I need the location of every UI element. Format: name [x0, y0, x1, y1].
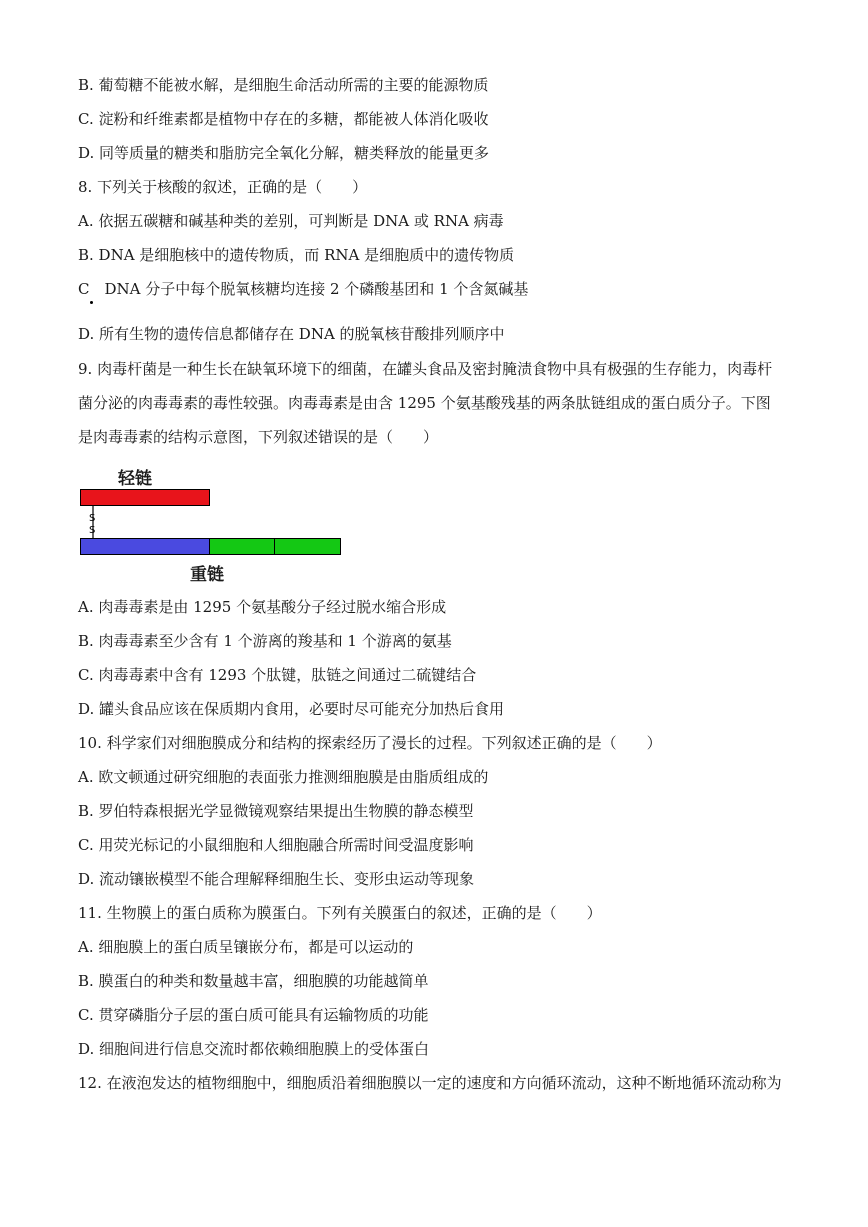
q8-option-d: D. 所有生物的遗传信息都储存在 DNA 的脱氧核苷酸排列顺序中	[78, 325, 505, 343]
heavy-chain-bar-segment-1	[80, 538, 211, 555]
disulfide-bond-icon	[86, 506, 100, 540]
light-chain-bar	[80, 489, 210, 506]
q9-option-a: A. 肉毒毒素是由 1295 个氨基酸分子经过脱水缩合形成	[78, 598, 447, 616]
q10-option-b: B. 罗伯特森根据光学显微镜观察结果提出生物膜的静态模型	[78, 802, 474, 820]
svg-text:S: S	[89, 525, 96, 536]
q7-option-c: C. 淀粉和纤维素都是植物中存在的多糖，都能被人体消化吸收	[78, 110, 489, 128]
q8-option-c: C DNA 分子中每个脱氧核糖均连接 2 个磷酸基团和 1 个含氮碱基	[78, 280, 529, 298]
heavy-chain-bar-segment-2	[209, 538, 276, 555]
light-chain-label: 轻链	[118, 469, 152, 489]
q8-option-a: A. 依据五碳糖和碱基种类的差别，可判断是 DNA 或 RNA 病毒	[78, 212, 504, 230]
q11-option-c: C. 贯穿磷脂分子层的蛋白质可能具有运输物质的功能	[78, 1006, 429, 1024]
q10-option-a: A. 欧文顿通过研究细胞的表面张力推测细胞膜是由脂质组成的	[78, 768, 489, 786]
q7-option-b: B. 葡萄糖不能被水解，是细胞生命活动所需的主要的能源物质	[78, 76, 489, 94]
q10-option-d: D. 流动镶嵌模型不能合理解释细胞生长、变形虫运动等现象	[78, 870, 475, 888]
q11-option-a: A. 细胞膜上的蛋白质呈镶嵌分布，都是可以运动的	[78, 938, 414, 956]
stray-dot	[90, 301, 93, 304]
q8-stem: 8. 下列关于核酸的叙述，正确的是（ ）	[78, 178, 368, 196]
q12-stem: 12. 在液泡发达的植物细胞中，细胞质沿着细胞膜以一定的速度和方向循环流动，这种不断地循环流动称为	[78, 1074, 782, 1092]
botulinum-toxin-diagram	[78, 462, 358, 587]
q10-stem: 10. 科学家们对细胞膜成分和结构的探索经历了漫长的过程。下列叙述正确的是（ ）	[78, 734, 662, 752]
q11-stem: 11. 生物膜上的蛋白质称为膜蛋白。下列有关膜蛋白的叙述，正确的是（ ）	[78, 904, 602, 922]
q9-option-c: C. 肉毒毒素中含有 1293 个肽键，肽链之间通过二硫键结合	[78, 666, 477, 684]
q9-stem-line1: 9. 肉毒杆菌是一种生长在缺氧环境下的细菌，在罐头食品及密封腌渍食物中具有极强的生存能力，肉毒杆	[78, 360, 773, 378]
q10-option-c: C. 用荧光标记的小鼠细胞和人细胞融合所需时间受温度影响	[78, 836, 474, 854]
svg-text:S: S	[89, 513, 96, 524]
q7-option-d: D. 同等质量的糖类和脂肪完全氧化分解，糖类释放的能量更多	[78, 144, 490, 162]
q8-option-b: B. DNA 是细胞核中的遗传物质，而 RNA 是细胞质中的遗传物质	[78, 246, 515, 264]
heavy-chain-bar-segment-3	[274, 538, 341, 555]
q9-option-b: B. 肉毒毒素至少含有 1 个游离的羧基和 1 个游离的氨基	[78, 632, 452, 650]
q11-option-b: B. 膜蛋白的种类和数量越丰富，细胞膜的功能越简单	[78, 972, 429, 990]
q9-option-d: D. 罐头食品应该在保质期内食用，必要时尽可能充分加热后食用	[78, 700, 505, 718]
heavy-chain-label: 重链	[190, 565, 224, 585]
q9-stem-line2: 菌分泌的肉毒毒素的毒性较强。肉毒毒素是由含 1295 个氨基酸残基的两条肽链组成的蛋白质分子。下图	[78, 394, 771, 412]
q11-option-d: D. 细胞间进行信息交流时都依赖细胞膜上的受体蛋白	[78, 1040, 430, 1058]
q9-stem-line3: 是肉毒毒素的结构示意图，下列叙述错误的是（ ）	[78, 428, 439, 446]
